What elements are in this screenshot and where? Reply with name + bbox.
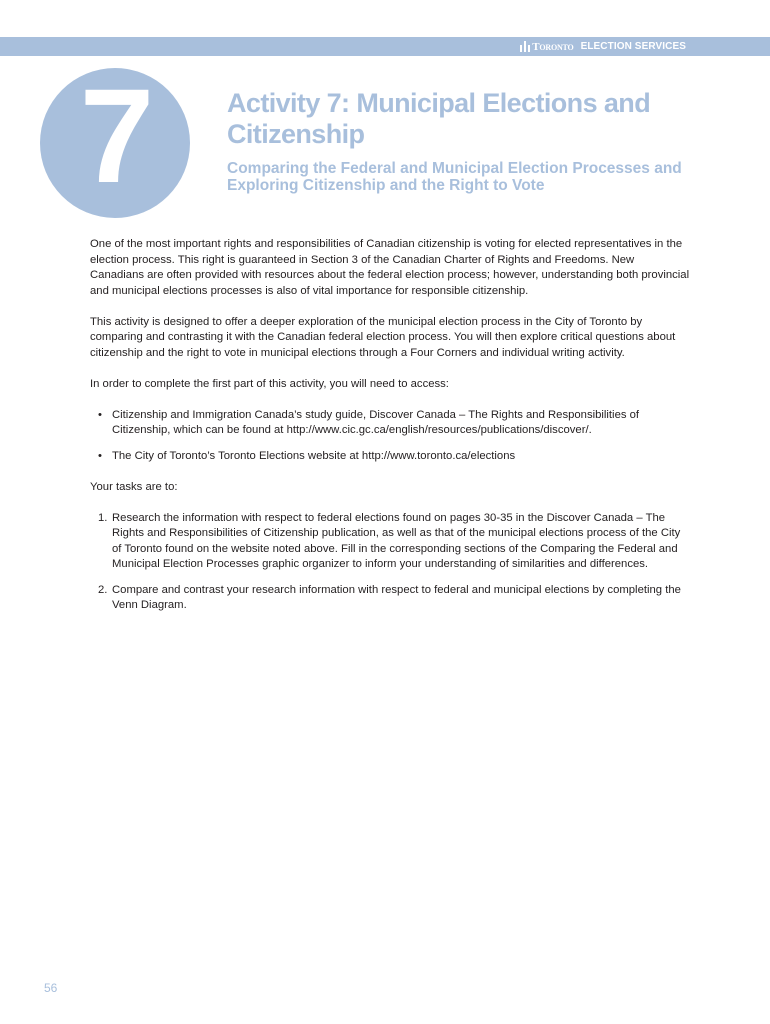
brand (520, 39, 686, 54)
task-item (90, 511, 690, 573)
page-title: Activity 7: Municipal Elections and Citizenship (227, 88, 651, 149)
list-item (90, 408, 690, 439)
city-hall-icon (520, 41, 530, 52)
paragraph-intro: One of the most important rights and responsibilities of Canadian citizenship is voting for elected representatives in the election process. This right is guaranteed in Section 3 of the Canadian Charter of Rights and Freedoms. New Canadians are often provided with resources about the federal election process; however, understanding both provincial and municipal elections processes is also of vital importance for responsible citizenship. (90, 238, 690, 297)
list-item-text: Citizenship and Immigration Canada’s study guide, Discover Canada – The Rights and Responsibilities of Citizenship, which can be found at http://www.cic.gc.ca/english/resources/publications/discover/. (112, 408, 640, 436)
bullet-icon: • (98, 449, 102, 462)
activity-number-badge (40, 62, 190, 218)
page-subtitle: Comparing the Federal and Municipal Election Processes and Exploring Citizenship and the Right to Vote (227, 160, 682, 194)
task-text: Research the information with respect to federal elections found on pages 30-35 in the Discover Canada – The Rights and Responsibilities of Citizenship publication, as well as that of the municipal elections process of the City of Toronto found on the website noted above. Fill in the corresponding sections of the Comparing the Federal and Municipal Election Processes graphic organizer to inform your understanding of similarities and differences. (112, 511, 681, 570)
resource-list (90, 408, 690, 465)
toronto-logo (520, 41, 573, 53)
tasks-intro: Your tasks are to: (90, 480, 178, 493)
task-number: 1. (98, 511, 108, 524)
list-item-text: The City of Toronto’s Toronto Elections website at http://www.toronto.ca/elections (112, 449, 516, 462)
header-bar (0, 37, 770, 56)
task-item (90, 583, 690, 614)
paragraph-activity: This activity is designed to offer a deeper exploration of the municipal election process in the City of Toronto by comparing and contrasting it with the Canadian federal election process. You will then explore critical questions about citizenship and the right to vote in municipal elections through a Four Corners and individual writing activity. (90, 315, 676, 359)
body-text (90, 237, 690, 629)
paragraph-access: In order to complete the first part of this activity, you will need to access: (90, 377, 449, 390)
section-name: ELECTION SERVICES (580, 41, 686, 52)
logo-text: Toronto (532, 40, 574, 53)
task-list (90, 511, 690, 614)
task-number: 2. (98, 583, 108, 596)
task-text: Compare and contrast your research information with respect to federal and municipal elections by completing the Venn Diagram. (112, 583, 681, 611)
page-number: 56 (44, 981, 58, 995)
list-item (90, 449, 690, 465)
activity-number: 7 (79, 62, 151, 211)
bullet-icon: • (98, 408, 102, 421)
